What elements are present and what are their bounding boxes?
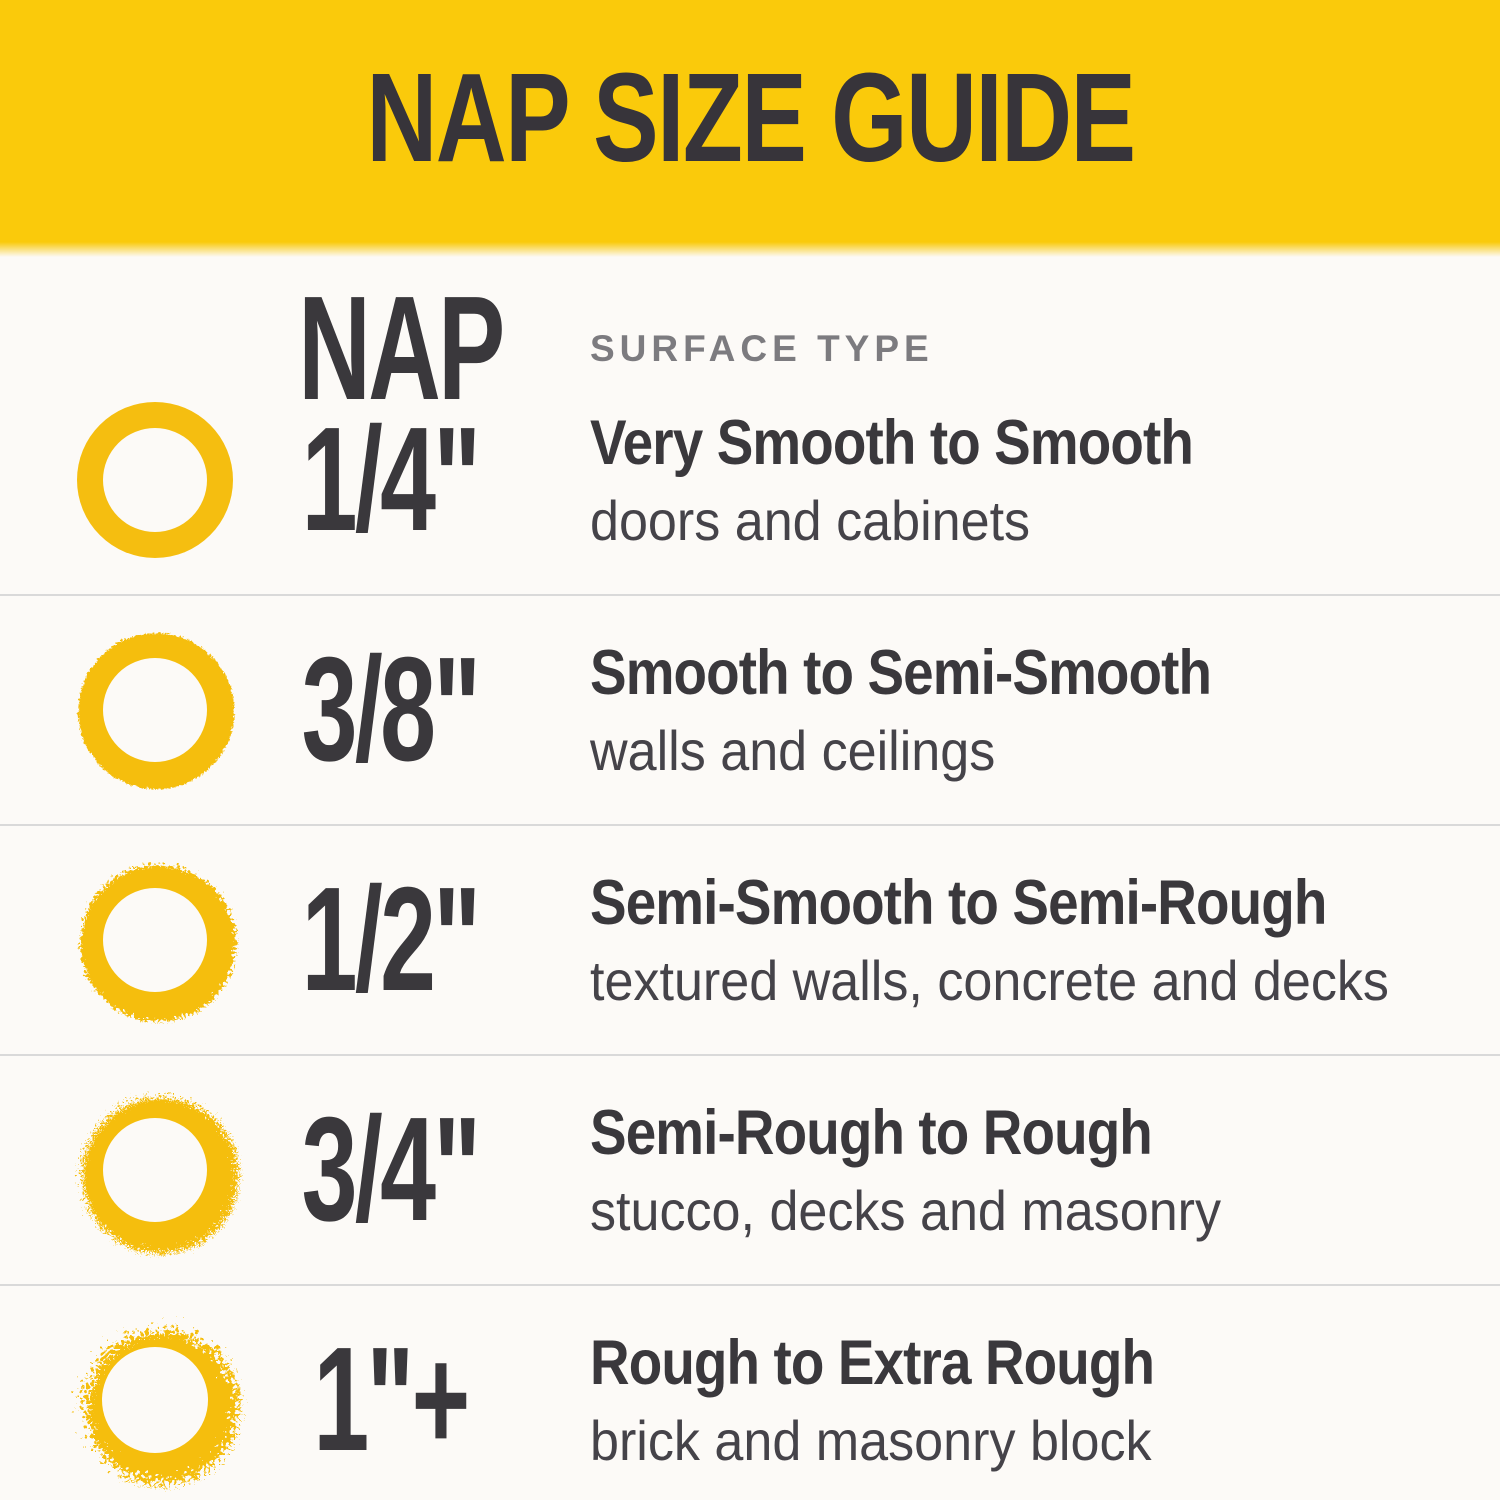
surface-type-cell [525, 867, 1460, 1012]
surface-type-cell [525, 1097, 1460, 1242]
nap-size-value: 1/2" [301, 857, 479, 1022]
nap-row-one-inch-plus [0, 1284, 1500, 1500]
nap-row-three-quarters-inch [0, 1054, 1500, 1284]
rough-nap-ring-icon [55, 1075, 255, 1265]
surface-type-title: Semi-Smooth to Semi-Rough [590, 867, 1327, 938]
slightly-textured-nap-ring-icon [55, 615, 255, 805]
page-title: NAP SIZE GUIDE [365, 46, 1135, 188]
surface-type-cell [525, 407, 1460, 552]
nap-size-value: 1"+ [312, 1317, 468, 1482]
surface-type-description: walls and ceilings [590, 718, 996, 782]
textured-nap-ring-icon [55, 845, 255, 1035]
surface-type-cell [525, 1327, 1460, 1472]
nap-size-cell [255, 1085, 525, 1255]
extra-rough-nap-ring-icon [55, 1305, 255, 1495]
nap-row-half-inch [0, 824, 1500, 1054]
surface-type-description: stucco, decks and masonry [590, 1178, 1222, 1242]
nap-size-cell [255, 625, 525, 795]
nap-size-value: 3/8" [301, 627, 479, 792]
smooth-nap-ring-icon [55, 385, 255, 575]
nap-guide-table [0, 366, 1500, 1500]
surface-type-description: doors and cabinets [590, 488, 1031, 552]
column-header-surface-type: SURFACE TYPE [590, 328, 934, 369]
surface-type-description: brick and masonry block [590, 1408, 1152, 1472]
nap-row-three-eighths-inch [0, 594, 1500, 824]
nap-size-value: 3/4" [301, 1087, 479, 1252]
column-header-row [0, 258, 1500, 431]
nap-size-cell [255, 855, 525, 1025]
header-banner [0, 0, 1500, 258]
surface-type-title: Rough to Extra Rough [590, 1327, 1155, 1398]
nap-row-quarter-inch [0, 366, 1500, 594]
surface-type-description: textured walls, concrete and decks [590, 948, 1389, 1012]
nap-size-value: 1/4" [301, 397, 479, 562]
surface-type-title: Smooth to Semi-Smooth [590, 637, 1212, 708]
surface-type-title: Semi-Rough to Rough [590, 1097, 1152, 1168]
surface-type-cell [525, 637, 1460, 782]
column-header-nap: NAP [298, 266, 503, 431]
nap-size-cell [255, 1315, 525, 1485]
surface-type-title: Very Smooth to Smooth [590, 407, 1193, 478]
